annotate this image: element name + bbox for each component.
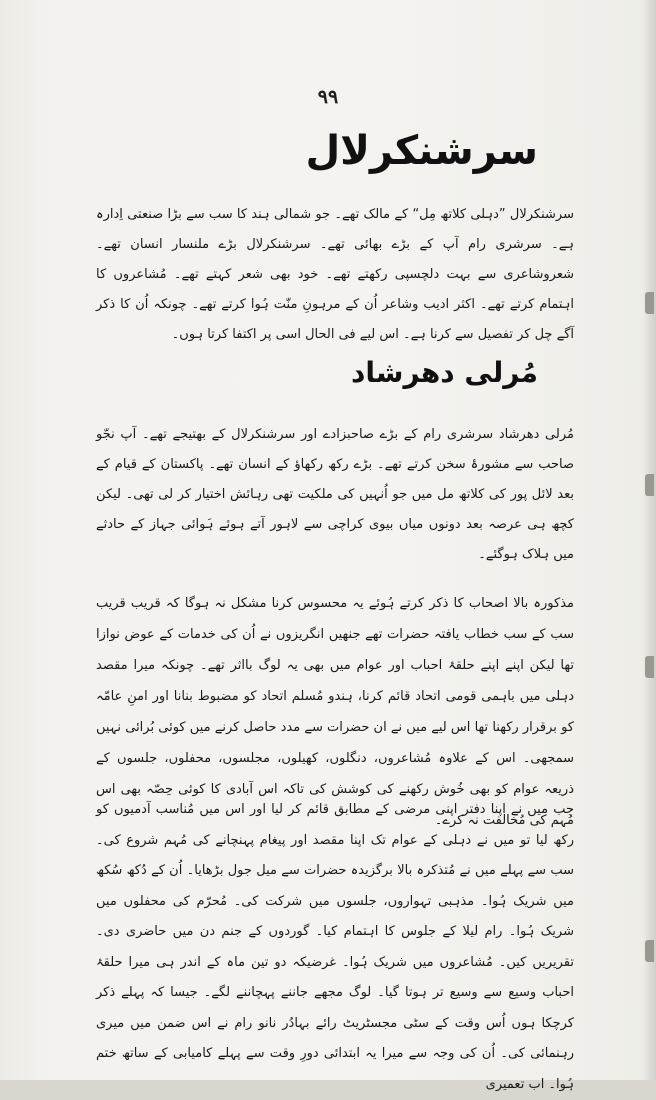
page-number: ۹۹ [317,86,339,108]
section-subheading: مُرلی دھرشاد [351,356,538,389]
paragraph: مذکورہ بالا اصحاب کا ذکر کرتے ہُوئے یہ محسوس کرنا مشکل نہ ہوگا کہ قریب قریب سب کے سب خطاب یافتہ حضرات تھے جنھیں انگریزوں نے اُن کی خدمات کے عوض نوازا تھا لیکن اپنے اپنے حلقۂ احباب اور عوام میں بھی یہ لوگ بااثر تھے۔ چونکہ میرا مقصد دہلی میں باہمی قومی اتحاد قائم کرنا، ہندو مُسلم اتحاد کو مضبوط بنانا اور امنِ عامّہ کو برقرار رکھنا تھا اس لیے میں نے ان حضرات سے مدد حاصل کرنے میں کوئی بُرائی نہیں سمجھی۔ اس کے علاوہ مُشاعروں، دنگلوں، کھیلوں، مجلسوں، محفلوں، جلسوں کے ذریعہ عوام کو بھی خُوش رکھنے کی کوشش کی تاکہ اس آبادی کا کوئی حِصّہ بھی اس مُہم کی مُخالفت نہ کرے۔ [96,596,574,828]
paragraph: مُرلی دھرشاد سرشری رام کے بڑے صاحبزادے اور سرشنکرلال کے بھتیجے تھے۔ آپ نجّو صاحب سے مشورۂ سخن کرتے تھے۔ بڑے رکھ رکھاؤ کے انسان تھے۔ پاکستان کے قیام کے بعد لائل پور کی کلاتھ مل میں جو اُنہیں کی ملکیت تھی رہائش اختیار کر لی تھی۔ لیکن کچھ ہی عرصہ بعد دونوں میاں بیوی کراچی سے لاہور آتے ہوئے ہَوائی جہاز کے حادثے میں ہلاک ہوگئے۔ [96,427,574,562]
binder-clip-icon [645,292,654,314]
binder-clip-icon [645,656,654,678]
binder-clip-icon [645,940,654,962]
section-heading: سرشنکرلال [305,128,538,174]
paragraph: جب میں نے اپنا دفتر اپنی مرضی کے مطابق قائم کر لیا اور اس میں مُناسب آدمیوں کو رکھ لیا تو میں نے دہلی کے عوام تک اپنا مقصد اور پیغام پہنچانے کی مُہم شروع کی۔ سب سے پہلے میں نے مُتذکرہ بالا برگزیدہ حضرات سے میل جول بڑھایا۔ اُن کے دُکھ سُکھ میں شریک ہُوا۔ مذہبی تہواروں، جلسوں میں شرکت کی۔ مُحرّم کی محفلوں میں شریک ہُوا۔ رام لیلا کے جلوس کا اہتمام کیا۔ گوردوں کے جنم دن میں حاضری دی۔ تقریریں کیں۔ مُشاعروں میں شریک ہُوا۔ غرضیکہ دو تین ماہ کے اندر ہی میرا حلقۂ احباب وسیع سے وسیع تر ہوتا گیا۔ لوگ مجھے جاننے پہچاننے لگے۔ جیسا کہ پہلے ذکر کرچکا ہوں اُس وقت کے سٹی مجسٹریٹ رائے بہادُر نانو رام نے اس ضمن میں میری رہنمائی کی۔ اُن کی وجہ سے میرا یہ ابتدائی دورِ وقت سے پہلے کامیابی کے ساتھ ختم ہُوا۔ اب تعمیری [96,802,574,1092]
binder-clip-icon [645,474,654,496]
page-edge-shadow [642,0,656,1080]
paragraph: سرشنکرلال ”دہلی کلاتھ مِل“ کے مالک تھے۔ جو شمالی ہند کا سب سے بڑا صنعتی اِدارہ ہے۔ سرشری رام آپ کے بڑے بھائی تھے۔ سرشنکرلال بڑے ملنسار انسان تھے۔ شعروشاعری سے بہت دلچسپی رکھتے تھے۔ خود بھی شعر کہتے تھے۔ مُشاعروں کا اہتمام کرتے تھے۔ اکثر ادیب وشاعر اُن کے مرہونِ منّت ہُوا کرتے تھے۔ چونکہ اُن کا ذکر آگے چل کر تفصیل سے کرنا ہے۔ اس لیے فی الحال اسی پر اکتفا کرتا ہوں۔ [96,207,574,342]
